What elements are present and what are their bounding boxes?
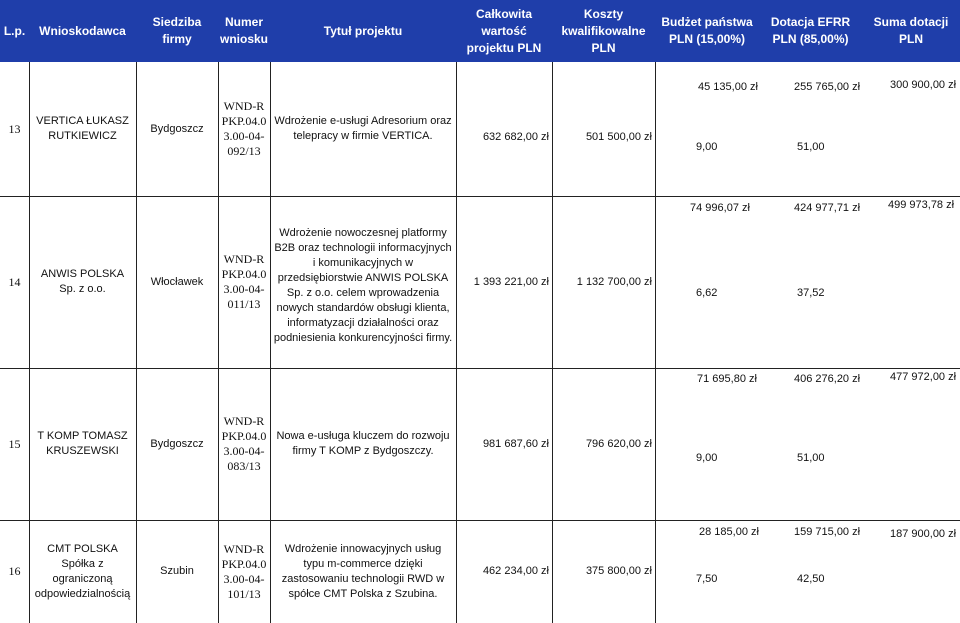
header-efrr: Dotacja EFRR PLN (85,00%) — [770, 15, 851, 46]
row-efrr-amount: 159 715,00 zł — [794, 526, 861, 538]
row-state-budget-pct: 9,00 — [696, 452, 718, 464]
row-eligible-costs: 1 132 700,00 zł — [576, 275, 652, 288]
row-lp: 13 — [8, 121, 21, 136]
header-sum: Suma dotacji PLN — [873, 15, 949, 46]
row-applicant: T KOMP TOMASZ KRUSZEWSKI — [37, 430, 128, 457]
row-state-budget-pct: 9,00 — [696, 141, 718, 153]
header-state-budget: Budżet państwa PLN (15,00%) — [661, 15, 753, 46]
header-title: Tytuł projektu — [323, 23, 403, 38]
header-total-value: Całkowita wartość projektu PLN — [466, 6, 542, 55]
row-sum: 477 972,00 zł — [890, 371, 957, 383]
row-state-budget-amount: 71 695,80 zł — [697, 373, 757, 385]
row-state-budget-amount: 45 135,00 zł — [698, 81, 758, 93]
row-number: WND-RPKP.04.03.00-04-101/13 — [221, 541, 267, 601]
header-number: Numer wniosku — [220, 15, 269, 46]
row-seat: Bydgoszcz — [150, 122, 204, 135]
row-title: Wdrożenie innowacyjnych usług typu m-commerce dzięki zastosowaniu technologii RWD w spółce CMT Polska z Szubina. — [281, 542, 445, 600]
row-seat: Bydgoszcz — [150, 437, 204, 450]
header-seat: Siedziba firmy — [152, 15, 202, 46]
row-total-value: 981 687,60 zł — [482, 437, 549, 450]
row-eligible-costs: 501 500,00 zł — [585, 130, 652, 143]
row-state-budget-pct: 6,62 — [696, 287, 718, 299]
row-state-budget-amount: 74 996,07 zł — [690, 202, 750, 214]
row-state-budget-pct: 7,50 — [696, 573, 718, 585]
table-header — [0, 0, 960, 62]
row-number: WND-RPKP.04.03.00-04-083/13 — [221, 414, 267, 473]
row-efrr-pct: 51,00 — [797, 452, 825, 464]
row-title: Wdrożenie nowoczesnej platformy B2B oraz technologii informacyjnych i komunikacyjnych w przedsiębiorstwie ANWIS POLSKA Sp. z o.o. celem wprowadzenia nowych standardów obsługi klienta, informatyzacji działalności oraz podniesienia konkurencyjności firmy. — [273, 227, 453, 344]
row-state-budget-amount: 28 185,00 zł — [699, 526, 759, 538]
header-applicant: Wnioskodawca — [39, 23, 126, 38]
row-eligible-costs: 375 800,00 zł — [585, 565, 652, 577]
row-lp: 15 — [8, 436, 21, 451]
row-seat: Szubin — [160, 565, 194, 577]
row-lp: 16 — [8, 564, 21, 578]
row-title: Wdrożenie e-usługi Adresorium oraz telepracy w firmie VERTICA. — [274, 115, 452, 142]
row-efrr-amount: 406 276,20 zł — [794, 373, 861, 385]
row-efrr-pct: 51,00 — [797, 141, 825, 153]
header-lp: L.p. — [3, 23, 26, 38]
row-number: WND-RPKP.04.03.00-04-011/13 — [221, 252, 267, 311]
row-total-value: 632 682,00 zł — [482, 130, 549, 143]
row-efrr-amount: 424 977,71 zł — [794, 202, 861, 214]
column-divider — [655, 62, 656, 623]
row-applicant: CMT POLSKA Spółka z ograniczoną odpowiedzialnością — [34, 542, 131, 600]
header-eligible-costs: Koszty kwalifikowalne PLN — [561, 6, 646, 55]
row-seat: Włocławek — [150, 275, 204, 288]
row-total-value: 462 234,00 zł — [482, 565, 549, 577]
row-sum: 187 900,00 zł — [890, 528, 957, 540]
row-efrr-pct: 37,52 — [797, 287, 825, 299]
row-sum: 300 900,00 zł — [890, 79, 957, 91]
row-efrr-pct: 42,50 — [797, 573, 825, 585]
row-title: Nowa e-usługa kluczem do rozwoju firmy T KOMP z Bydgoszczy. — [276, 430, 450, 457]
row-eligible-costs: 796 620,00 zł — [585, 437, 652, 450]
row-lp: 14 — [8, 274, 21, 289]
row-number: WND-RPKP.04.03.00-04-092/13 — [221, 99, 267, 158]
row-total-value: 1 393 221,00 zł — [473, 275, 549, 288]
row-applicant: ANWIS POLSKA Sp. z o.o. — [40, 268, 125, 295]
row-sum: 499 973,78 zł — [888, 199, 955, 211]
row-applicant: VERTICA ŁUKASZ RUTKIEWICZ — [36, 115, 129, 142]
row-efrr-amount: 255 765,00 zł — [794, 81, 861, 93]
